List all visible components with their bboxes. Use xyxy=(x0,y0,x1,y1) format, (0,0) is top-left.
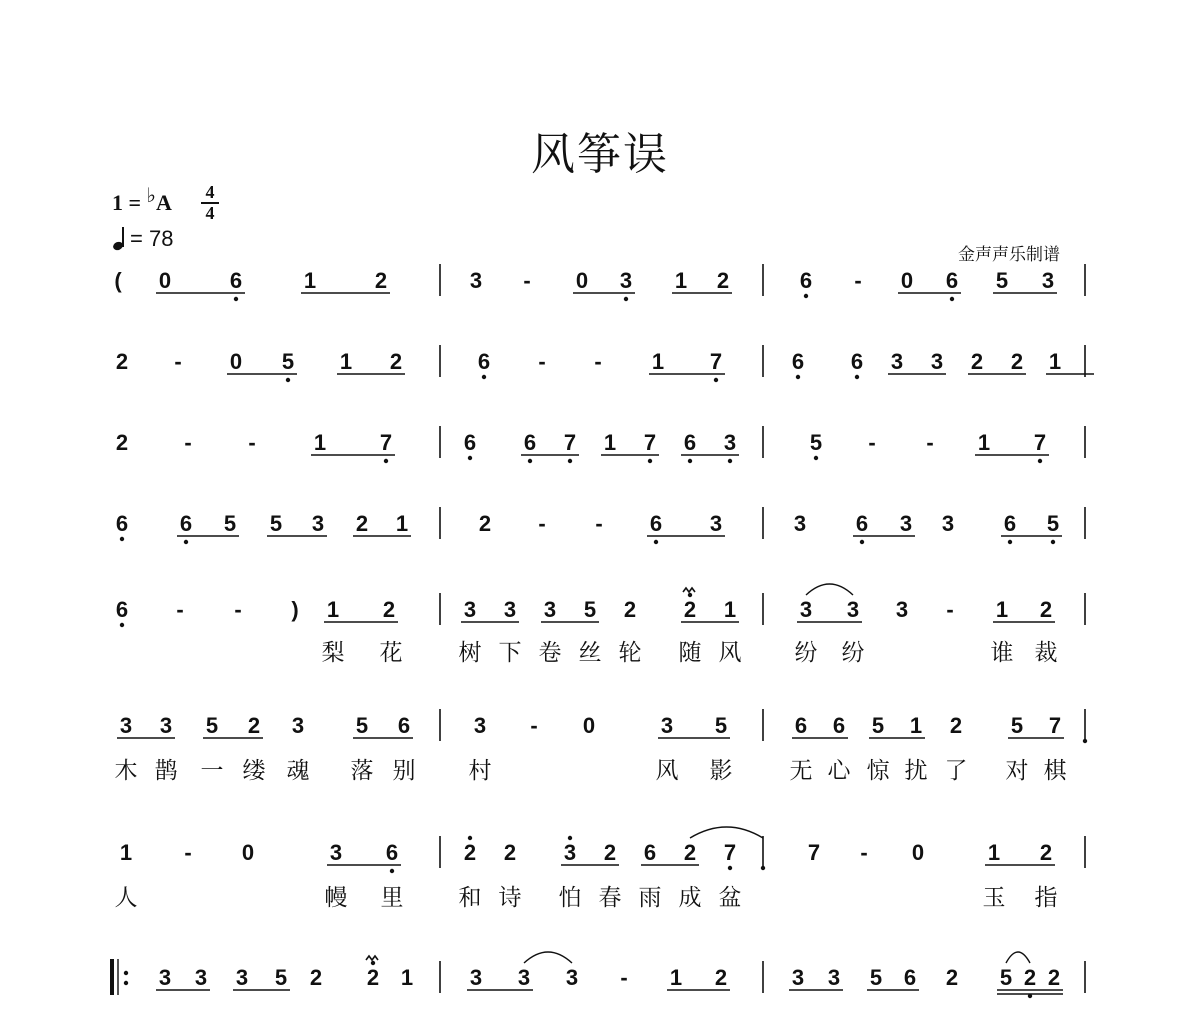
note-digit: 7 xyxy=(643,430,657,455)
note-digit: 3 xyxy=(619,268,633,293)
low-octave-dot xyxy=(728,866,732,870)
intro-parenthesis: ( xyxy=(114,268,122,293)
lyric-character: 和 xyxy=(458,885,482,911)
note-digit: 2 xyxy=(503,840,517,865)
lyric-character: 指 xyxy=(1034,885,1058,911)
extension-dash: - xyxy=(854,268,862,293)
note-digit: 3 xyxy=(469,965,483,990)
extension-dash: - xyxy=(184,840,192,865)
note-digit: 2 xyxy=(478,511,492,536)
extension-dash: - xyxy=(595,511,603,536)
low-octave-dot xyxy=(654,540,658,544)
note-digit: 2 xyxy=(603,840,617,865)
extension-dash: - xyxy=(174,349,182,374)
lyric-character: 卷 xyxy=(538,640,562,666)
note-digit: 3 xyxy=(235,965,249,990)
note-digit: 5 xyxy=(281,349,295,374)
low-octave-dot xyxy=(814,456,818,460)
note-digit: 2 xyxy=(716,268,730,293)
extension-dash: - xyxy=(176,597,184,622)
extension-dash: - xyxy=(184,430,192,455)
lyric-character: 棋 xyxy=(1043,758,1067,784)
note-digit: 6 xyxy=(903,965,917,990)
note-digit: 2 xyxy=(1023,965,1037,990)
note-digit: 3 xyxy=(517,965,531,990)
extension-dash: - xyxy=(946,597,954,622)
lyric-character: 一 xyxy=(200,758,224,784)
note-digit: 2 xyxy=(970,349,984,374)
repeat-dot xyxy=(124,971,128,975)
note-digit: 3 xyxy=(311,511,325,536)
lyric-character: 对 xyxy=(1005,758,1029,784)
note-digit: 1 xyxy=(313,430,327,455)
low-octave-dot xyxy=(1038,459,1042,463)
note-digit: 3 xyxy=(158,965,172,990)
note-digit: 2 xyxy=(945,965,959,990)
lyric-character: 木 xyxy=(114,758,138,784)
note-digit: 3 xyxy=(563,840,577,865)
note-digit: 3 xyxy=(119,713,133,738)
low-octave-dot xyxy=(804,294,808,298)
note-digit: 1 xyxy=(987,840,1001,865)
low-octave-dot xyxy=(528,459,532,463)
note-digit: 3 xyxy=(469,268,483,293)
low-octave-dot xyxy=(1051,540,1055,544)
note-digit: 2 xyxy=(683,840,697,865)
note-digit: 6 xyxy=(643,840,657,865)
lyric-character: 纷 xyxy=(794,640,818,666)
high-octave-dot xyxy=(371,961,375,965)
low-octave-dot xyxy=(468,456,472,460)
lyric-character: 怕 xyxy=(558,885,582,911)
note-digit: 7 xyxy=(709,349,723,374)
low-octave-dot xyxy=(1083,739,1087,743)
note-digit: 6 xyxy=(229,268,243,293)
note-digit: 7 xyxy=(563,430,577,455)
lyric-character: 惊 xyxy=(866,758,890,784)
lyric-character: 树 xyxy=(458,640,482,666)
extension-dash: - xyxy=(620,965,628,990)
low-octave-dot xyxy=(688,459,692,463)
note-digit: 7 xyxy=(807,840,821,865)
note-digit: 5 xyxy=(714,713,728,738)
low-octave-dot xyxy=(184,540,188,544)
note-digit: 7 xyxy=(1048,713,1062,738)
lyric-character: 鹊 xyxy=(154,758,178,784)
lyric-character: 扰 xyxy=(904,758,928,784)
lyric-character: 玉 xyxy=(982,885,1006,911)
note-digit: 2 xyxy=(1039,840,1053,865)
lyric-character: 风 xyxy=(655,758,679,784)
note-digit: 3 xyxy=(473,713,487,738)
note-digit: 3 xyxy=(159,713,173,738)
note-digit: 1 xyxy=(303,268,317,293)
note-digit: 3 xyxy=(329,840,343,865)
note-digit: 2 xyxy=(623,597,637,622)
extension-dash: - xyxy=(248,430,256,455)
note-digit: 6 xyxy=(115,511,129,536)
low-octave-dot xyxy=(624,297,628,301)
note-digit: 1 xyxy=(669,965,683,990)
note-digit: 6 xyxy=(115,597,129,622)
note-digit: 1 xyxy=(909,713,923,738)
low-octave-dot xyxy=(728,459,732,463)
tempo-value: = 78 xyxy=(130,226,174,251)
note-digit: 2 xyxy=(463,840,477,865)
note-digit: 5 xyxy=(1010,713,1024,738)
note-digit: 3 xyxy=(709,511,723,536)
note-digit: 2 xyxy=(247,713,261,738)
intro-parenthesis: ) xyxy=(291,597,299,622)
extension-dash: - xyxy=(926,430,934,455)
song-title: 风筝误 xyxy=(531,129,669,180)
note-digit: 5 xyxy=(274,965,288,990)
note-digit: 1 xyxy=(995,597,1009,622)
note-digit: 3 xyxy=(723,430,737,455)
lyric-character: 随 xyxy=(678,640,702,666)
note-digit: 6 xyxy=(799,268,813,293)
note-digit: 3 xyxy=(846,597,860,622)
lyric-character: 心 xyxy=(827,758,851,784)
high-octave-dot xyxy=(568,836,572,840)
low-octave-dot xyxy=(714,378,718,382)
lyric-character: 里 xyxy=(380,885,404,911)
key-prefix: 1 = xyxy=(112,190,147,215)
lyric-character: 了 xyxy=(944,758,968,784)
lyric-character: 盆 xyxy=(718,885,742,911)
lyric-character: 成 xyxy=(678,885,702,911)
note-digit: 1 xyxy=(400,965,414,990)
note-digit: 6 xyxy=(463,430,477,455)
note-digit: 1 xyxy=(395,511,409,536)
note-digit: 3 xyxy=(291,713,305,738)
lyric-character: 魂 xyxy=(286,758,310,784)
lyric-character: 影 xyxy=(709,758,733,784)
ornament-mark xyxy=(366,956,378,960)
note-digit: 2 xyxy=(355,511,369,536)
lyric-character: 无 xyxy=(789,758,813,784)
high-octave-dot xyxy=(688,593,692,597)
note-digit: 5 xyxy=(871,713,885,738)
note-digit: 3 xyxy=(791,965,805,990)
note-digit: 3 xyxy=(660,713,674,738)
lyric-character: 雨 xyxy=(638,885,662,911)
repeat-dot xyxy=(124,981,128,985)
low-octave-dot xyxy=(855,375,859,379)
note-digit: 3 xyxy=(799,597,813,622)
note-digit: 6 xyxy=(832,713,846,738)
note-digit: 3 xyxy=(941,511,955,536)
note-digit: 1 xyxy=(674,268,688,293)
lyric-character: 诗 xyxy=(498,885,522,911)
extension-dash: - xyxy=(868,430,876,455)
extension-dash: - xyxy=(530,713,538,738)
note-digit: 0 xyxy=(582,713,596,738)
note-digit: 5 xyxy=(869,965,883,990)
note-digit: 3 xyxy=(895,597,909,622)
note-digit: 5 xyxy=(1046,511,1060,536)
note-digit: 6 xyxy=(179,511,193,536)
note-digit: 5 xyxy=(223,511,237,536)
note-digit: 6 xyxy=(855,511,869,536)
note-digit: 0 xyxy=(575,268,589,293)
extension-dash: - xyxy=(234,597,242,622)
note-digit: 6 xyxy=(1003,511,1017,536)
lyric-character: 纷 xyxy=(841,640,865,666)
lyric-character: 人 xyxy=(114,885,138,911)
low-octave-dot xyxy=(860,540,864,544)
note-digit: 6 xyxy=(397,713,411,738)
note-digit: 2 xyxy=(115,430,129,455)
low-octave-dot xyxy=(1008,540,1012,544)
lyric-character: 轮 xyxy=(618,640,642,666)
note-digit: 2 xyxy=(714,965,728,990)
note-digit: 6 xyxy=(945,268,959,293)
score-credit: 金声声乐制谱 xyxy=(958,245,1060,265)
slur-arc xyxy=(524,952,572,963)
note-digit: 2 xyxy=(309,965,323,990)
note-digit: 5 xyxy=(999,965,1013,990)
slur-arc xyxy=(690,827,763,838)
lyric-character: 风 xyxy=(718,640,742,666)
note-digit: 3 xyxy=(543,597,557,622)
note-digit: 3 xyxy=(1041,268,1055,293)
note-digit: 6 xyxy=(649,511,663,536)
note-digit: 0 xyxy=(229,349,243,374)
low-octave-dot xyxy=(234,297,238,301)
low-octave-dot xyxy=(120,537,124,541)
note-digit: 0 xyxy=(900,268,914,293)
lyric-character: 谁 xyxy=(990,640,1014,666)
lyric-character: 别 xyxy=(392,758,416,784)
note-digit: 3 xyxy=(930,349,944,374)
note-digit: 6 xyxy=(850,349,864,374)
note-digit: 0 xyxy=(911,840,925,865)
low-octave-dot xyxy=(796,375,800,379)
slur-arc xyxy=(806,584,853,595)
note-digit: 7 xyxy=(723,840,737,865)
note-digit: 1 xyxy=(651,349,665,374)
lyric-character: 落 xyxy=(350,758,374,784)
lyric-character: 下 xyxy=(498,640,522,666)
note-digit: 2 xyxy=(382,597,396,622)
note-digit: 2 xyxy=(949,713,963,738)
key-letter: A xyxy=(155,190,172,215)
meter-bottom: 4 xyxy=(205,203,215,223)
low-octave-dot xyxy=(761,866,765,870)
low-octave-dot xyxy=(648,459,652,463)
note-digit: 6 xyxy=(683,430,697,455)
note-digit: 0 xyxy=(158,268,172,293)
lyric-character: 花 xyxy=(379,640,403,666)
note-digit: 2 xyxy=(389,349,403,374)
extension-dash: - xyxy=(594,349,602,374)
note-digit: 7 xyxy=(379,430,393,455)
note-digit: 1 xyxy=(326,597,340,622)
note-digit: 2 xyxy=(683,597,697,622)
note-digit: 6 xyxy=(477,349,491,374)
extension-dash: - xyxy=(538,511,546,536)
lyric-character: 缕 xyxy=(242,758,266,784)
note-digit: 3 xyxy=(503,597,517,622)
note-digit: 3 xyxy=(827,965,841,990)
note-digit: 1 xyxy=(339,349,353,374)
extension-dash: - xyxy=(860,840,868,865)
extension-dash: - xyxy=(523,268,531,293)
low-octave-dot xyxy=(286,378,290,382)
note-digit: 5 xyxy=(809,430,823,455)
note-digit: 1 xyxy=(603,430,617,455)
note-digit: 6 xyxy=(523,430,537,455)
note-digit: 5 xyxy=(269,511,283,536)
note-digit: 2 xyxy=(1039,597,1053,622)
low-octave-dot xyxy=(1028,994,1032,998)
lyric-character: 丝 xyxy=(578,640,602,666)
note-digit: 6 xyxy=(791,349,805,374)
lyric-character: 幔 xyxy=(324,885,348,911)
note-digit: 3 xyxy=(194,965,208,990)
lyric-character: 裁 xyxy=(1034,640,1058,666)
low-octave-dot xyxy=(120,623,124,627)
note-digit: 1 xyxy=(723,597,737,622)
low-octave-dot xyxy=(568,459,572,463)
note-digit: 3 xyxy=(899,511,913,536)
meter-top: 4 xyxy=(205,182,215,202)
note-digit: 0 xyxy=(241,840,255,865)
note-digit: 3 xyxy=(565,965,579,990)
note-digit: 2 xyxy=(374,268,388,293)
lyric-character: 春 xyxy=(598,885,622,911)
note-digit: 5 xyxy=(995,268,1009,293)
note-digit: 5 xyxy=(205,713,219,738)
note-digit: 7 xyxy=(1033,430,1047,455)
note-digit: 2 xyxy=(366,965,380,990)
lyric-character: 梨 xyxy=(321,640,345,666)
note-digit: 2 xyxy=(1047,965,1061,990)
high-octave-dot xyxy=(468,836,472,840)
slur-arc xyxy=(1006,952,1030,963)
low-octave-dot xyxy=(482,375,486,379)
note-digit: 6 xyxy=(385,840,399,865)
low-octave-dot xyxy=(384,459,388,463)
note-digit: 1 xyxy=(1048,349,1062,374)
ornament-mark xyxy=(683,588,695,592)
note-digit: 5 xyxy=(583,597,597,622)
note-digit: 3 xyxy=(793,511,807,536)
note-digit: 3 xyxy=(463,597,477,622)
low-octave-dot xyxy=(950,297,954,301)
note-digit: 5 xyxy=(355,713,369,738)
note-digit: 2 xyxy=(115,349,129,374)
extension-dash: - xyxy=(538,349,546,374)
flat-sign: ♭ xyxy=(146,185,156,207)
note-digit: 6 xyxy=(794,713,808,738)
note-digit: 2 xyxy=(1010,349,1024,374)
note-digit: 1 xyxy=(977,430,991,455)
note-digit: 1 xyxy=(119,840,133,865)
note-digit: 3 xyxy=(890,349,904,374)
low-octave-dot xyxy=(390,869,394,873)
lyric-character: 村 xyxy=(468,758,492,784)
